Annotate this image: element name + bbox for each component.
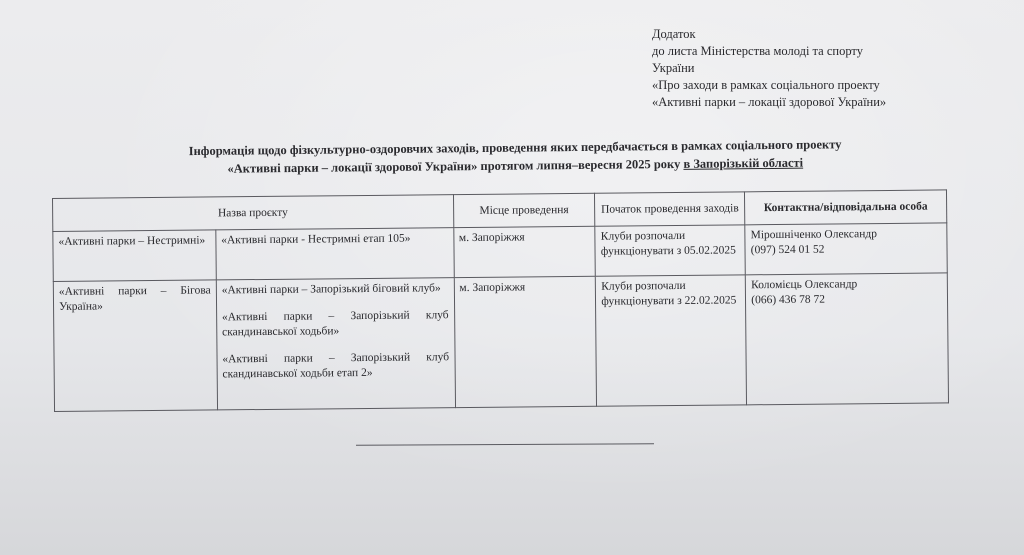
cell-program: «Активні парки – Нестримні»	[53, 230, 216, 282]
document-heading	[100, 134, 930, 179]
addendum-line: України	[652, 61, 695, 75]
addendum-line: Додаток	[652, 27, 696, 41]
addendum-line: «Про заходи в рамках соціального проекту	[652, 78, 880, 92]
header-start: Початок проведення заходів	[595, 192, 745, 226]
cell-contact	[745, 273, 948, 405]
cell-program: «Активні парки – Бігова Україна»	[53, 280, 217, 412]
header-place: Місце проведення	[453, 193, 595, 227]
signature-line	[356, 443, 654, 446]
table-row	[53, 223, 947, 282]
project-item: «Активні парки – Запорізький біговий клуб»	[221, 282, 441, 297]
contact-phone: (066) 436 78 72	[751, 293, 826, 307]
addendum-line: «Активні парки – локації здорової України»	[652, 95, 887, 109]
heading-line-2-text: «Активні парки – локації здорової України» протягом липня–вересня 2025 року	[227, 156, 681, 176]
cell-place: м. Запоріжжя	[454, 276, 597, 407]
project-item: «Активні парки – Запорізький клуб скандинавської ходьби»	[221, 309, 449, 339]
project-item: «Активні парки – Запорізький клуб скандинавської ходьби етап 2»	[222, 351, 450, 381]
cell-contact	[745, 223, 947, 275]
table-row	[53, 273, 948, 412]
header-contact: Контактна/відповідальна особа	[745, 190, 947, 225]
cell-projects	[216, 228, 454, 280]
header-project: Назва проєкту	[53, 195, 454, 232]
heading-region: в Запорізькій області	[683, 155, 804, 171]
contact-name: Коломієць Олександр	[751, 278, 858, 292]
cell-start: Клуби розпочали функціонувати з 22.02.2025	[596, 275, 747, 406]
events-table	[52, 189, 949, 412]
contact-name: Мірошніченко Олександр	[750, 228, 878, 242]
contact-phone: (097) 524 01 52	[750, 243, 825, 257]
cell-projects	[216, 278, 455, 410]
heading-line-1: Інформація щодо фізкультурно-оздоровчих заходів, проведення яких передбачається в рамках соціального проекту	[188, 137, 842, 159]
cell-start: Клуби розпочали функціонувати з 05.02.2025	[595, 225, 745, 276]
project-item: «Активні парки - Нестримні етап 105»	[221, 232, 411, 247]
cell-place: м. Запоріжжя	[453, 226, 595, 277]
addendum-line: до листа Міністерства молоді та спорту	[652, 44, 863, 58]
addendum-block	[652, 26, 992, 111]
